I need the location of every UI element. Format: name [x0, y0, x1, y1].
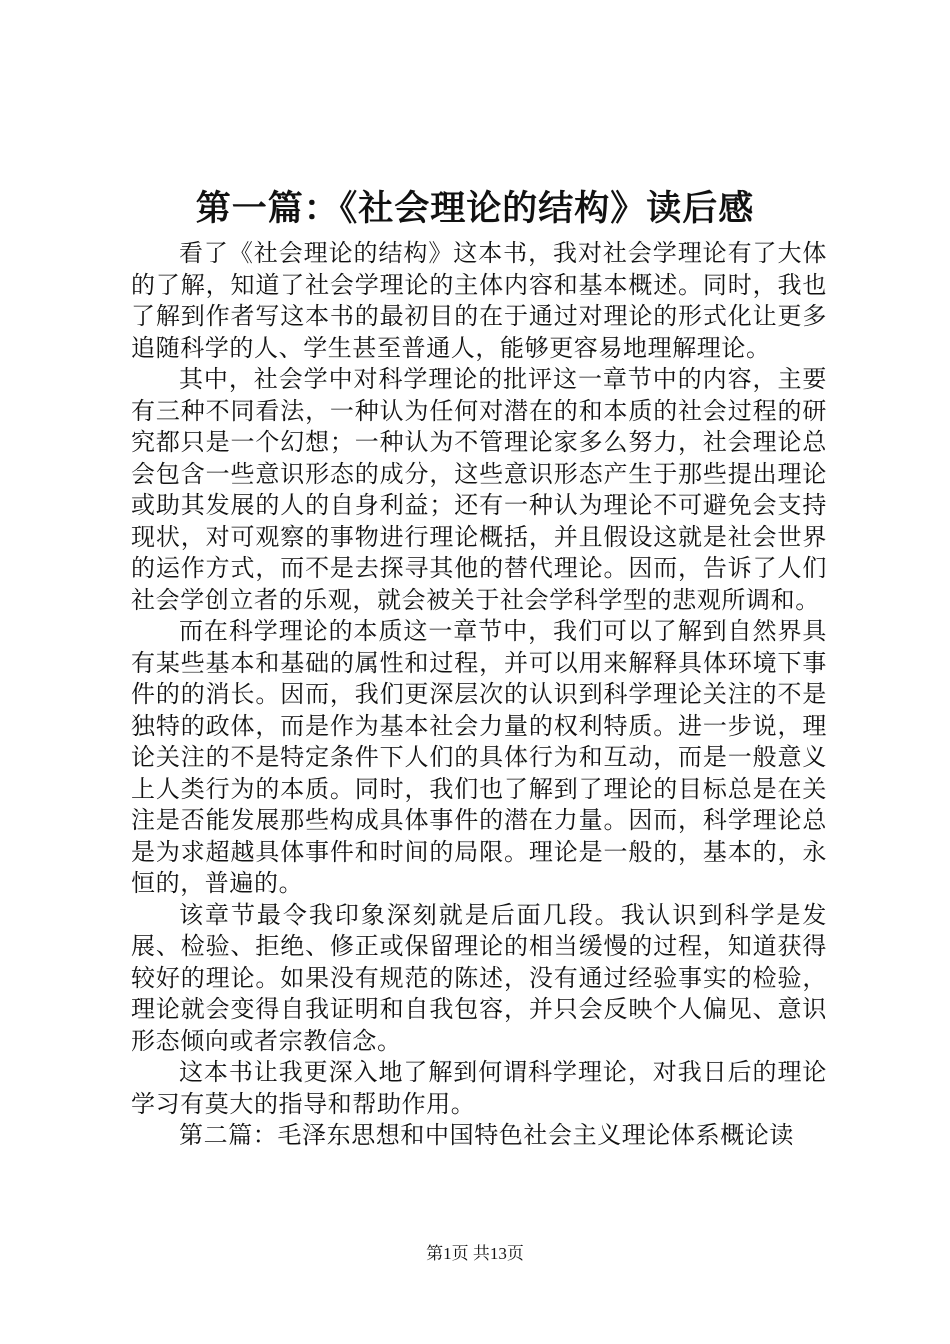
paragraph-4: 该章节最令我印象深刻就是后面几段。我认识到科学是发展、检验、拒绝、修正或保留理论的相当缓慢的过程，知道获得较好的理论。如果没有规范的陈述，没有通过经验事实的检验，理论就会变得自我证明和自我包容，并只会反映个人偏见、意识形态倾向或者宗教信念。 — [131, 900, 827, 1055]
paragraph-3: 而在科学理论的本质这一章节中，我们可以了解到自然界具有某些基本和基础的属性和过程，并可以用来解释具体环境下事件的的消长。因而，我们更深层次的认识到科学理论关注的不是独特的政体，而是作为基本社会力量的权利特质。进一步说，理论关注的不是特定条件下人们的具体行为和互动，而是一般意义上人类行为的本质。同时，我们也了解到了理论的目标总是在关注是否能发展那些构成具体事件的潜在力量。因而，科学理论总是为求超越具体事件和时间的局限。理论是一般的，基本的，永恒的，普遍的。 — [131, 617, 827, 897]
paragraph-5: 这本书让我更深入地了解到何谓科学理论，对我日后的理论学习有莫大的指导和帮助作用。 — [131, 1058, 827, 1118]
page-number-footer: 第1页 共13页 — [426, 1244, 524, 1263]
paragraph-2: 其中，社会学中对科学理论的批评这一章节中的内容，主要有三种不同看法，一种认为任何对潜在的和本质的社会过程的研究都只是一个幻想；一种认为不管理论家多么努力，社会理论总会包含一些意识形态的成分，这些意识形态产生于那些提出理论或助其发展的人的自身利益；还有一种认为理论不可避免会支持现状，对可观察的事物进行理论概括，并且假设这就是社会世界的运作方式，而不是去探寻其他的替代理论。因而，告诉了人们社会学创立者的乐观，就会被关于社会学科学型的悲观所调和。 — [131, 365, 827, 614]
document-body — [131, 238, 827, 1152]
paragraph-6: 第二篇：毛泽东思想和中国特色社会主义理论体系概论读 — [179, 1121, 794, 1149]
document-title: 第一篇：《社会理论的结构》读后感 — [195, 188, 755, 229]
paragraph-1: 看了《社会理论的结构》这本书，我对社会学理论有了大体的了解，知道了社会学理论的主体内容和基本概述。同时，我也了解到作者写这本书的最初目的在于通过对理论的形式化让更多追随科学的人、学生甚至普通人，能够更容易地理解理论。 — [131, 239, 827, 362]
